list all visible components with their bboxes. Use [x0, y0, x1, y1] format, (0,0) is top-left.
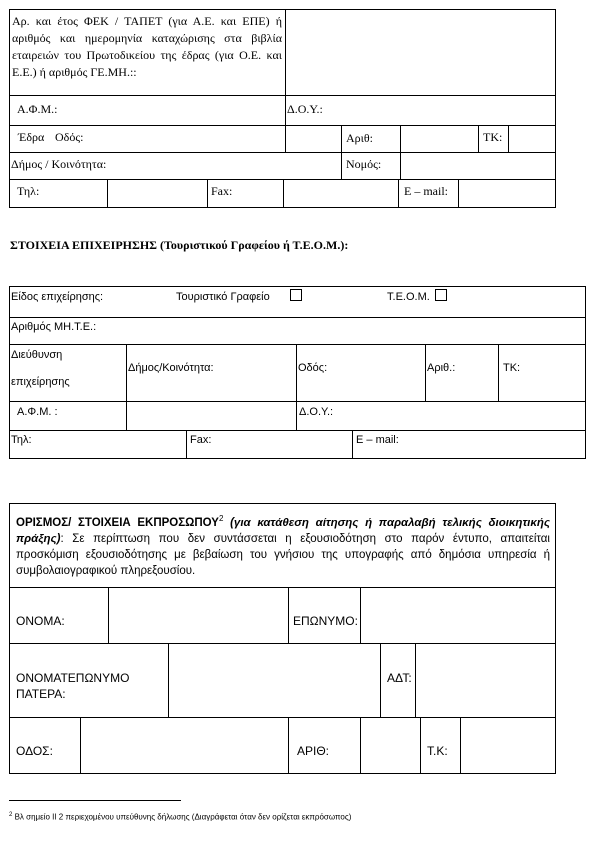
rep-postal-label: Τ.Κ:	[427, 744, 448, 758]
rep-surname-input[interactable]	[361, 588, 555, 643]
rep-father-input[interactable]	[169, 644, 380, 717]
registry-input[interactable]	[286, 10, 555, 95]
mhte-label: Αριθμός ΜΗ.Τ.Ε.:	[11, 321, 97, 333]
business-email-label: E – mail:	[356, 434, 399, 446]
business-type-label: Είδος επιχείρησης:	[11, 291, 104, 303]
business-afm-label: Α.Φ.Μ. :	[17, 406, 58, 418]
rep-postal-input[interactable]	[461, 718, 555, 773]
seat-label: Έδρα	[18, 130, 45, 144]
business-fax-label: Fax:	[190, 434, 212, 446]
rep-number-input[interactable]	[361, 718, 420, 773]
rep-street-label: ΟΔΟΣ:	[16, 744, 53, 758]
street-label: Οδός:	[55, 130, 84, 144]
number-label: Αριθ:	[346, 131, 373, 145]
business-municipality-label: Δήμος/Κοινότητα:	[128, 362, 214, 374]
registry-label: Αρ. και έτος ΦΕΚ / ΤΑΠΕΤ (για Α.Ε. και ΕΠΕ) ή αριθμός και ημερομηνία καταχώρισης στα βιβλία εταιρειών του Πρωτοδικείου της έδρας (για Ο.Ε. και Ε.Ε.) ή αριθμός ΓΕ.ΜΗ.::	[12, 14, 282, 79]
business-address-label-line1: Διεύθυνση	[11, 349, 63, 361]
rep-father-label-line1: ΟΝΟΜΑΤΕΠΩΝΥΜΟ	[16, 671, 130, 685]
teom-checkbox[interactable]	[435, 289, 447, 301]
footnote	[9, 810, 351, 823]
business-phone-label: Τηλ:	[11, 434, 32, 446]
business-section-heading: ΣΤΟΙΧΕΙΑ ΕΠΙΧΕΙΡΗΣΗΣ (Τουριστικού Γραφείου ή Τ.Ε.Ο.Μ.):	[10, 238, 349, 252]
business-postal-label: ΤΚ:	[503, 362, 521, 374]
representative-purpose: (για κατάθεση αίτησης ή παραλαβή τελικής διοικητικής πράξης)	[16, 516, 550, 545]
business-number-label: Αριθ.:	[427, 362, 456, 374]
business-address-label-line2: επιχείρησης	[11, 376, 70, 388]
rep-name-label: ΟΝΟΜΑ:	[16, 614, 65, 628]
afm-label: Α.Φ.Μ.:	[17, 102, 58, 116]
postal-code-label: ΤΚ:	[483, 130, 503, 144]
fax-label: Fax:	[211, 184, 233, 198]
business-street-label: Οδός:	[298, 362, 328, 374]
doy-label: Δ.Ο.Υ.:	[287, 102, 323, 116]
footnote-separator	[9, 800, 181, 801]
travel-agency-checkbox[interactable]	[290, 289, 302, 301]
rep-surname-label: ΕΠΩΝΥΜΟ:	[293, 614, 358, 628]
rep-number-label: ΑΡΙΘ:	[297, 744, 330, 758]
representative-note: : Σε περίπτωση που δεν συντάσσεται η εξουσιοδότηση στο παρόν έντυπο, απαιτείται προσκόμιση εξουσιοδότησης με βεβαίωση του γνήσιου της υπογραφής από δημόσια υπηρεσία ή συμβολαιογραφικού πληρεξουσίου.	[16, 532, 550, 577]
municipality-label: Δήμος / Κοινότητα:	[11, 157, 107, 171]
rep-id-input[interactable]	[416, 644, 555, 717]
email-label: E – mail:	[404, 184, 448, 198]
option-teom-label: Τ.Ε.Ο.Μ.	[387, 291, 430, 303]
option-travel-agency-label: Τουριστικό Γραφείο	[176, 291, 270, 303]
business-doy-label: Δ.Ο.Υ.:	[299, 406, 334, 418]
footnote-mark: 2	[9, 812, 13, 818]
representative-title: ΟΡΙΣΜΟΣ/ ΣΤΟΙΧΕΙΑ ΕΚΠΡΟΣΩΠΟΥ	[16, 516, 219, 529]
rep-street-input[interactable]	[81, 718, 288, 773]
rep-father-label-line2: ΠΑΤΕΡΑ:	[16, 687, 66, 701]
representative-heading	[16, 511, 550, 579]
rep-name-input[interactable]	[109, 588, 288, 643]
footnote-ref: 2	[218, 514, 224, 523]
prefecture-label: Νομός:	[346, 157, 382, 171]
footnote-text: Βλ σημείο ΙΙ 2 περιεχομένου υπεύθυνης δήλωσης (Διαγράφεται όταν δεν ορίζεται εκπρόσωπος)	[12, 812, 352, 822]
rep-id-label: ΑΔΤ:	[387, 671, 412, 685]
phone-label: Τηλ:	[17, 184, 40, 198]
